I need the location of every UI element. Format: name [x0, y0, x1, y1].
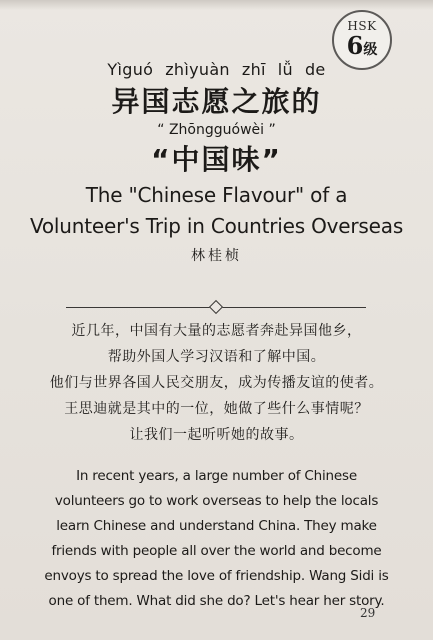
pinyin-word: de: [304, 60, 326, 79]
english-intro-line: volunteers go to work overseas to help the locals: [54, 493, 379, 509]
pinyin-word: zhī: [241, 60, 266, 79]
pinyin-word: Yìguó: [107, 60, 154, 79]
chinese-intro-line: 让我们一起听听她的故事。: [129, 427, 304, 443]
hsk-level-suffix: 级: [363, 42, 378, 58]
english-intro-line: friends with people all over the world and become: [51, 543, 382, 559]
chinese-intro-line: 近几年，中国有大量的志愿者奔赴异国他乡，: [71, 323, 362, 339]
english-intro: [0, 464, 433, 614]
author-name: 林桂桢: [191, 248, 242, 264]
english-title: [0, 180, 433, 242]
chinese-title-line1: 异国志愿之旅的: [111, 85, 322, 118]
english-intro-line: one of them. What did she do? Let's hear her story.: [48, 593, 385, 609]
title-pinyin-line1: [0, 60, 433, 79]
hsk-label: HSK: [347, 19, 377, 33]
pinyin-word: lǚ: [277, 60, 293, 79]
chinese-title-line2: “中国味”: [151, 143, 282, 176]
hsk-level: [334, 31, 390, 60]
page-top-shadow: [0, 0, 433, 10]
divider-diamond-icon: [209, 300, 223, 314]
title-pinyin-line2: “ Zhōngguówèi ”: [157, 122, 276, 138]
english-intro-line: envoys to spread the love of friendship. Wang Sidi is: [44, 568, 389, 584]
chinese-intro: [0, 318, 433, 448]
chinese-intro-line: 帮助外国人学习汉语和了解中国。: [107, 349, 326, 365]
english-intro-line: In recent years, a large number of Chinese: [76, 468, 357, 484]
english-title-line: The "Chinese Flavour" of a: [85, 183, 348, 207]
chinese-intro-line: 他们与世界各国人民交朋友，成为传播友谊的使者。: [49, 375, 384, 391]
hsk-level-number: 6: [346, 31, 364, 60]
pinyin-word: zhìyuàn: [165, 60, 230, 79]
english-intro-line: learn Chinese and understand China. They make: [56, 518, 377, 534]
chinese-intro-line: 王思迪就是其中的一位，她做了些什么事情呢？: [64, 401, 369, 417]
page-number: 29: [360, 606, 376, 620]
english-title-line: Volunteer's Trip in Countries Overseas: [29, 214, 404, 238]
